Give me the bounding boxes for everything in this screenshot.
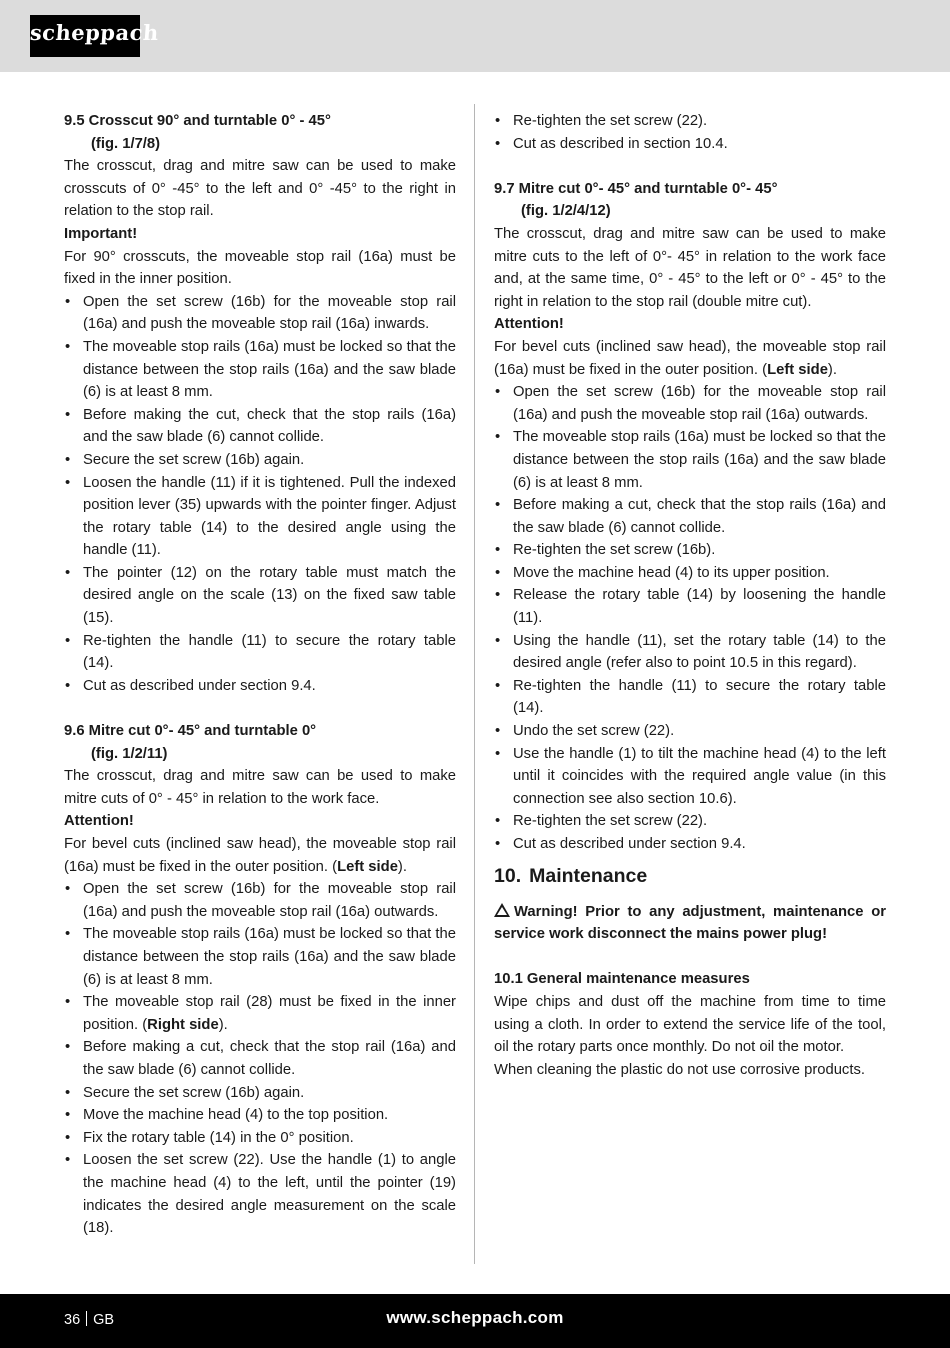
list-item: • Secure the set screw (16b) again.: [64, 1082, 456, 1105]
list-item: • Re-tighten the set screw (22).: [494, 110, 886, 133]
list-item: • Open the set screw (16b) for the moveable stop rail (16a) and push the moveable stop rail (16a) outwards.: [494, 381, 886, 426]
warning-text: Warning! Prior to any adjustment, maintenance or service work disconnect the mains power plug!: [494, 903, 886, 943]
page-footer: [0, 1294, 950, 1348]
list-item: [64, 991, 456, 1036]
list-item: • Undo the set screw (22).: [494, 720, 886, 743]
list-item: • Secure the set screw (16b) again.: [64, 449, 456, 472]
list-item: • Loosen the handle (11) if it is tightened. Pull the indexed position lever (35) upwards with the pointer finger. Adjust the rotary table (14) to the desired angle using the handle (11).: [64, 472, 456, 562]
list-item: • Re-tighten the set screw (16b).: [494, 539, 886, 562]
page-number-value: 36: [64, 1312, 81, 1328]
warning-triangle-icon: [494, 903, 510, 917]
maintenance-warning: [494, 901, 886, 946]
section-9-7-attention: Attention!: [494, 316, 564, 333]
list-item: • Cut as described under section 9.4.: [494, 833, 886, 856]
section-9-7-list: [494, 381, 886, 855]
list-item: • Move the machine head (4) to its upper position.: [494, 562, 886, 585]
list-item: • Before making a cut, check that the stop rail (16a) and the saw blade (6) cannot collide.: [64, 1036, 456, 1081]
list-item: • Use the handle (1) to tilt the machine head (4) to the left until it coincides with the required angle value (in this connection see also section 10.6).: [494, 743, 886, 811]
list-item: • Cut as described in section 10.4.: [494, 133, 886, 156]
website-url[interactable]: www.scheppach.com: [386, 1308, 564, 1327]
section-9-6-title: 9.6 Mitre cut 0°- 45° and turntable 0°: [64, 723, 317, 740]
section-9-5-intro: The crosscut, drag and mitre saw can be used to make crosscuts of 0° -45° to the left and 0° -45° to the right in relation to the stop rail.: [64, 158, 456, 220]
list-item: • Re-tighten the handle (11) to secure the rotary table (14).: [64, 630, 456, 675]
right-column: [494, 110, 886, 1081]
list-item: • Re-tighten the handle (11) to secure the rotary table (14).: [494, 675, 886, 720]
section-9-7-title: 9.7 Mitre cut 0°- 45° and turntable 0°- 45°: [494, 180, 778, 197]
spacer: [494, 946, 886, 969]
section-9-7-heading: [494, 178, 886, 223]
list-item: • Open the set screw (16b) for the moveable stop rail (16a) and push the moveable stop rail (16a) outwards.: [64, 878, 456, 923]
list-item: • The moveable stop rails (16a) must be locked so that the distance between the stop rails (16a) and the saw blade (6) is at least 8 mm.: [64, 923, 456, 991]
list-item: • The pointer (12) on the rotary table must match the desired angle on the scale (13) on the fixed saw table (15).: [64, 562, 456, 630]
list-item: • Move the machine head (4) to the top position.: [64, 1104, 456, 1127]
list-item: • Release the rotary table (14) by loosening the handle (11).: [494, 584, 886, 629]
section-9-6-note: [64, 833, 456, 878]
note-text: For bevel cuts (inclined saw head), the moveable stop rail (16a) must be fixed in the outer position. (: [64, 836, 456, 875]
list-item: • Open the set screw (16b) for the moveable stop rail (16a) and push the moveable stop rail (16a) inwards.: [64, 291, 456, 336]
note-text: For bevel cuts (inclined saw head), the moveable stop rail (16a) must be fixed in the outer position. (: [494, 338, 886, 378]
note-emphasis: Left side: [767, 361, 828, 378]
section-10-heading: [494, 862, 886, 890]
section-9-6-fig: (fig. 1/2/11): [91, 745, 168, 762]
section-9-5-important: Important!: [64, 225, 138, 242]
section-9-6-list: [64, 878, 456, 1240]
note-emphasis: Left side: [337, 858, 398, 875]
scheppach-logo: [29, 15, 160, 57]
section-9-5-note: For 90° crosscuts, the moveable stop rail (16a) must be fixed in the inner position.: [64, 248, 456, 288]
note-text-end: ).: [827, 361, 837, 378]
section-9-7-note: [494, 336, 886, 381]
note-text-end: ).: [397, 858, 407, 875]
column-divider: [474, 104, 475, 1264]
section-9-6-attention: Attention!: [64, 813, 134, 830]
section-9-5-title: 9.5 Crosscut 90° and turntable 0° - 45°: [64, 113, 331, 129]
section-10-title: Maintenance: [529, 864, 648, 887]
continued-list: [494, 110, 886, 155]
section-9-6-intro: The crosscut, drag and mitre saw can be used to make mitre cuts of 0° - 45° in relation to the work face.: [64, 768, 456, 807]
section-10-1-text-2: When cleaning the plastic do not use corrosive products.: [494, 1061, 865, 1078]
list-item: • Before making a cut, check that the stop rails (16a) and the saw blade (6) cannot collide.: [494, 494, 886, 539]
left-column: [64, 110, 456, 1240]
logo-text: scheppach: [29, 20, 160, 45]
section-9-5-heading: [64, 110, 456, 155]
section-10-1-title: 10.1 General maintenance measures: [494, 971, 750, 988]
section-9-7-intro: The crosscut, drag and mitre saw can be used to make mitre cuts to the left of 0°- 45° in relation to the work face and, at the same time, 0° - 45° to the left or 0° - 45° to the right in relation to the stop rail (double mitre cut).: [494, 225, 886, 310]
language-code: GB: [93, 1312, 115, 1328]
list-item: • Using the handle (11), set the rotary table (14) to the desired angle (refer also to point 10.5 in this regard).: [494, 630, 886, 675]
section-10-1-text: Wipe chips and dust off the machine from time to time using a cloth. In order to extend the service life of the tool, oil the rotary parts once monthly. Do not oil the motor.: [494, 993, 886, 1056]
section-9-5-list: [64, 291, 456, 698]
section-10-number: 10.: [494, 864, 522, 887]
page-header: [0, 0, 950, 72]
item-text-end: ).: [218, 1016, 228, 1033]
item-text: The moveable stop rail (28) must be fixed in the inner position. (: [83, 994, 456, 1033]
list-item: • Cut as described under section 9.4.: [64, 675, 456, 698]
item-emphasis: Right side: [147, 1016, 219, 1033]
list-item: • The moveable stop rails (16a) must be locked so that the distance between the stop rails (16a) and the saw blade (6) is at least 8 mm.: [64, 336, 456, 404]
list-item: • Fix the rotary table (14) in the 0° position.: [64, 1127, 456, 1150]
section-9-6-heading: [64, 720, 456, 765]
spacer: [64, 697, 456, 720]
list-item: • Loosen the set screw (22). Use the handle (1) to angle the machine head (4) to the left, until the pointer (19) indicates the desired angle measurement on the scale (18).: [64, 1149, 456, 1239]
section-9-5-fig: (fig. 1/7/8): [91, 135, 161, 152]
spacer: [494, 155, 886, 178]
section-9-7-fig: (fig. 1/2/4/12): [521, 203, 611, 220]
list-item: • Before making the cut, check that the stop rails (16a) and the saw blade (6) cannot collide.: [64, 404, 456, 449]
list-item: • The moveable stop rails (16a) must be locked so that the distance between the stop rails (16a) and the saw blade (6) is at least 8 mm.: [494, 426, 886, 494]
list-item: • Re-tighten the set screw (22).: [494, 810, 886, 833]
